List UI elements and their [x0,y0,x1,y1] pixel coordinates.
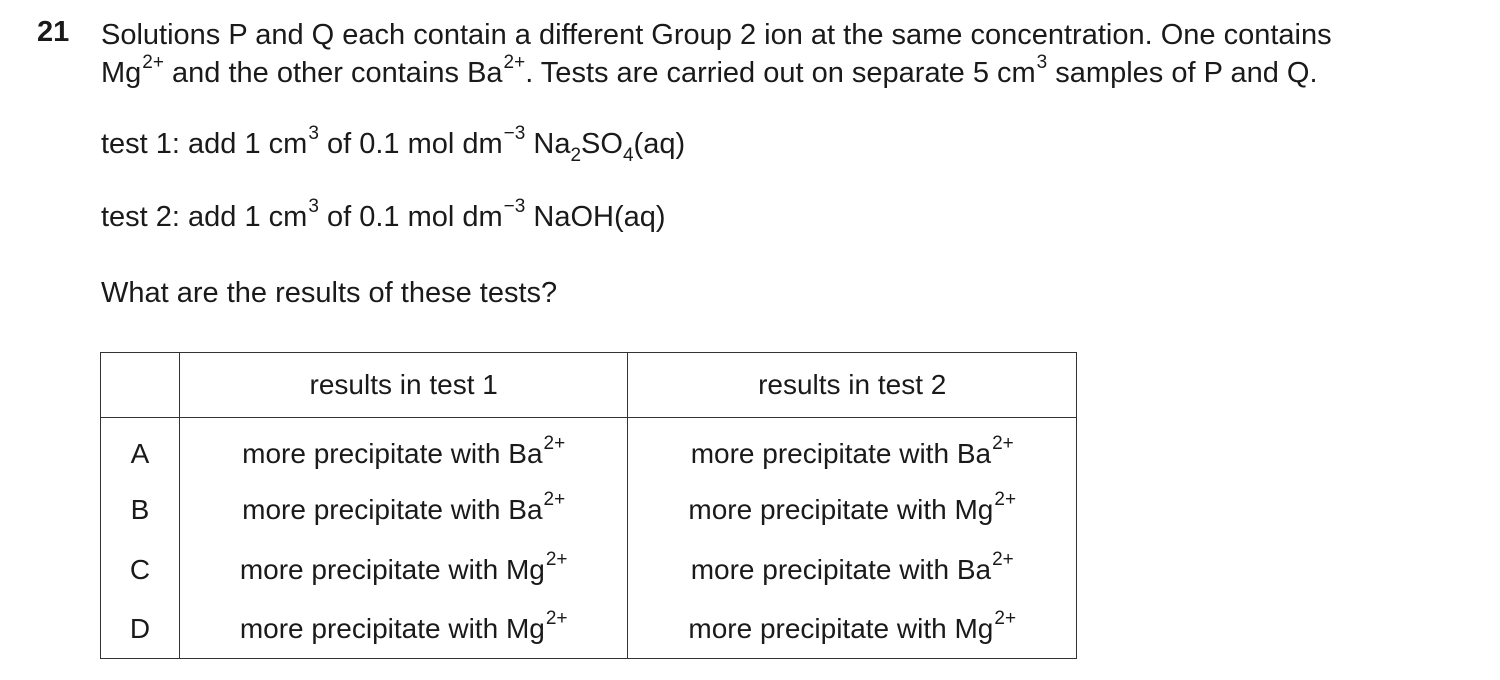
unit-superscript: 3 [308,196,319,217]
stem-text: . Tests are carried out on separate 5 cm [525,57,1036,89]
reagent-text: NaOH(aq) [525,201,666,233]
option-test-1-result [179,540,628,600]
test-text: test 1: add 1 cm [101,128,308,160]
test-1-description [101,123,686,166]
table-header-row [101,353,1077,418]
stem-line-1: Solutions P and Q each contain a different Group 2 ion at the same concentration. One contains [101,19,1332,51]
test-text: of 0.1 mol dm [318,201,503,233]
charge-superscript: 2+ [503,52,526,73]
charge-superscript: 2+ [543,433,566,454]
header-test-2: results in test 2 [628,353,1077,418]
reagent-text: Na [525,128,571,160]
option-test-2-result [628,540,1077,600]
stem-text: Mg [101,57,142,89]
result-text: more precipitate with Ba [242,494,543,525]
option-row-d[interactable] [101,600,1077,659]
unit-superscript: 3 [308,123,319,144]
charge-superscript: 2+ [992,433,1014,454]
unit-superscript: −3 [503,123,526,144]
charge-superscript: 2+ [142,52,164,73]
result-text: more precipitate with Mg [688,613,994,644]
stem-text: and the other contains Ba [163,57,503,89]
charge-superscript: 2+ [994,489,1017,510]
charge-superscript: 2+ [992,549,1014,570]
test-text: of 0.1 mol dm [318,128,503,160]
option-key: A [101,418,180,481]
formula-subscript: 2 [570,145,582,166]
option-test-2-result [628,480,1077,540]
unit-superscript: −3 [503,196,526,217]
reagent-text: SO [581,128,623,160]
question-number: 21 [37,16,70,48]
result-text: more precipitate with Ba [690,438,992,469]
stem-text: samples of P and Q. [1047,57,1318,89]
charge-superscript: 2+ [994,608,1017,629]
charge-superscript: 2+ [543,489,566,510]
reagent-text: (aq) [633,128,686,160]
question-stem [101,16,1481,96]
result-text: more precipitate with Mg [239,554,545,585]
answer-options-table [100,352,1077,659]
unit-superscript: 3 [1036,52,1048,73]
option-row-b[interactable] [101,480,1077,540]
option-row-a[interactable] [101,418,1077,481]
stem-line-2 [101,54,1481,96]
option-key: D [101,600,180,659]
formula-subscript: 4 [622,145,634,166]
option-test-1-result [179,418,628,481]
header-test-1: results in test 1 [179,353,628,418]
option-key: C [101,540,180,600]
result-text: more precipitate with Mg [688,494,994,525]
option-key: B [101,480,180,540]
option-test-1-result [179,600,628,659]
test-text: test 2: add 1 cm [101,201,308,233]
result-text: more precipitate with Ba [690,554,992,585]
header-key [101,353,180,418]
charge-superscript: 2+ [545,608,568,629]
question-prompt: What are the results of these tests? [101,277,558,309]
charge-superscript: 2+ [545,549,568,570]
option-row-c[interactable] [101,540,1077,600]
option-test-1-result [179,480,628,540]
test-2-description [101,196,666,234]
option-test-2-result [628,418,1077,481]
option-test-2-result [628,600,1077,659]
result-text: more precipitate with Mg [239,613,545,644]
result-text: more precipitate with Ba [242,438,543,469]
